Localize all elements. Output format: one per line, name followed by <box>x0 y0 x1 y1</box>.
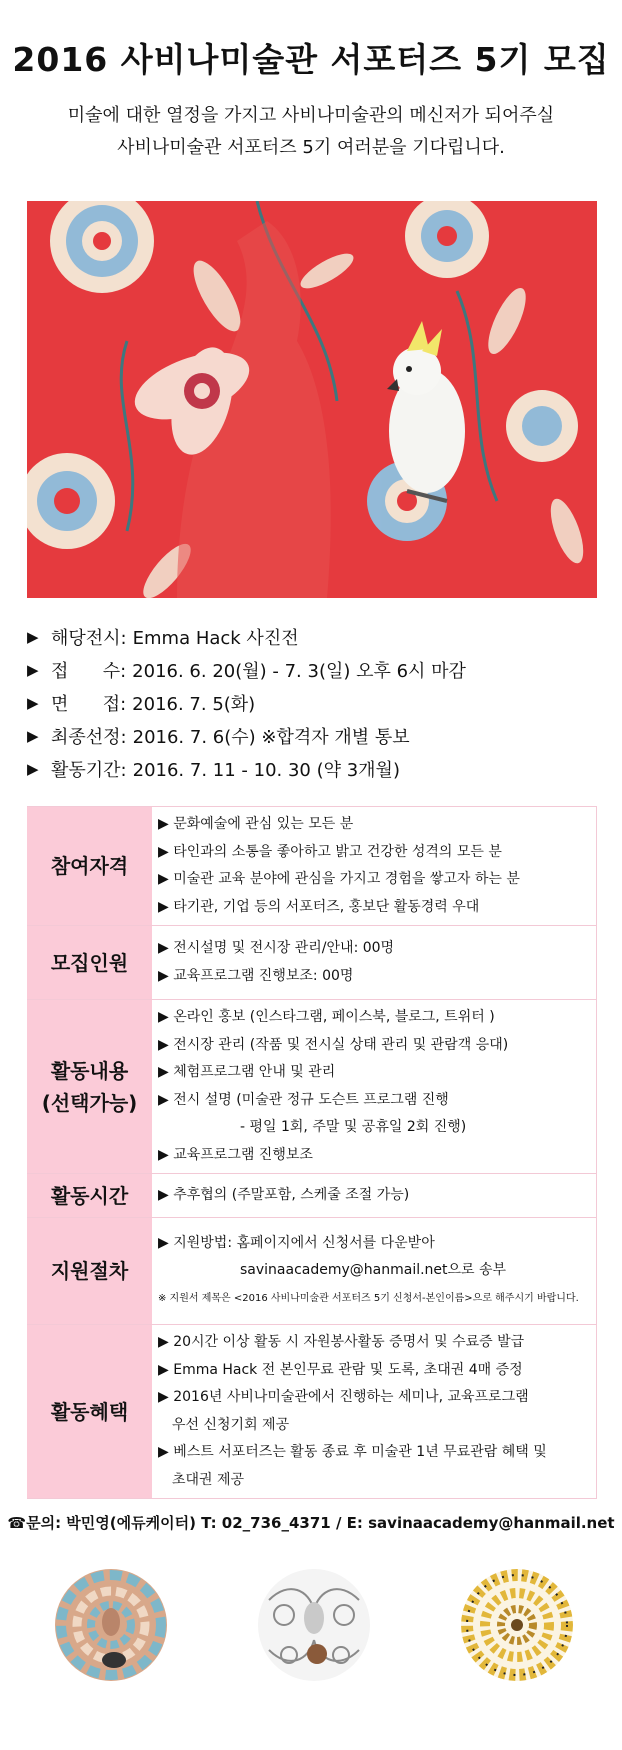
info-exhibition <box>27 620 597 653</box>
triangle-bullet-icon: ▶ <box>27 627 39 646</box>
list-item: ▶ 체험프로그램 안내 및 관리 <box>158 1064 336 1080</box>
info-label: 해당전시: <box>51 627 127 649</box>
contact-info: ☎문의: 박민영(에듀케이터) T: 02_736_4371 / E: savinaacademy@hanmail.net <box>7 1514 615 1532</box>
info-final-selection <box>27 719 597 752</box>
list-item: - 평일 1회, 주말 및 공휴일 2회 진행) <box>240 1119 467 1135</box>
artwork-thumbnail-icon <box>249 1560 379 1690</box>
artwork-thumbnail-icon <box>46 1560 176 1690</box>
category-description <box>152 807 597 926</box>
info-value: Emma Hack 사진전 <box>132 627 299 649</box>
category-description <box>152 926 597 1000</box>
category-recruit: 모집인원 <box>27 926 152 1000</box>
category-description <box>152 1325 597 1499</box>
artwork-thumbnail-icon <box>452 1560 582 1690</box>
category-description <box>152 1000 597 1174</box>
triangle-bullet-icon: ▶ <box>27 759 39 778</box>
list-item: ▶ 교육프로그램 진행보조: 00명 <box>158 967 354 984</box>
info-interview <box>27 686 597 719</box>
info-value: 2016. 7. 11 - 10. 30 (약 3개월) <box>132 759 400 781</box>
info-value: 2016. 6. 20(월) - 7. 3(일) 오후 6시 마감 <box>132 660 466 682</box>
note-text: ※ 지원서 제목은 <2016 사비나미술관 서포터즈 5기 신청서-본인이름>으로 해주시기 바랍니다. <box>158 1292 579 1304</box>
info-list <box>27 620 597 785</box>
table-row <box>27 1218 597 1325</box>
info-label: 활동기간: <box>51 759 127 781</box>
list-item: ▶ 20시간 이상 활동 시 자원봉사활동 증명서 및 수료증 발급 <box>158 1334 525 1350</box>
list-item: ▶ Emma Hack 전 본인무료 관람 및 도록, 초대권 4매 증정 <box>158 1361 523 1378</box>
list-item: ▶ 2016년 사비나미술관에서 진행하는 세미나, 교육프로그램 <box>158 1389 529 1405</box>
table-row <box>27 1325 597 1499</box>
table-row <box>27 1174 597 1218</box>
info-value: 2016. 7. 6(수) ※합격자 개별 통보 <box>132 726 410 748</box>
category-activity-sublabel: (선택가능) <box>41 1090 138 1115</box>
list-item: ▶ 미술관 교육 분야에 관심을 가지고 경험을 쌓고자 하는 분 <box>158 871 520 887</box>
info-value: 2016. 7. 5(화) <box>132 693 256 715</box>
triangle-bullet-icon: ▶ <box>27 660 39 679</box>
list-item: ▶ 베스트 서포터즈는 활동 종료 후 미술관 1년 무료관람 혜택 및 <box>158 1444 547 1460</box>
list-item: ▶ 전시장 관리 (작품 및 전시실 상태 관리 및 관람객 응대) <box>158 1036 509 1053</box>
category-description <box>152 1218 597 1325</box>
info-application-period <box>27 653 597 686</box>
triangle-bullet-icon: ▶ <box>27 693 39 712</box>
intro-line-2: 사비나미술관 서포터즈 5기 여러분을 기다립니다. <box>117 137 505 158</box>
details-table <box>27 806 597 1499</box>
table-row <box>27 1000 597 1174</box>
category-activity <box>27 1000 152 1174</box>
category-time: 활동시간 <box>27 1174 152 1218</box>
info-label: 최종선정: <box>51 726 127 748</box>
table-row <box>27 926 597 1000</box>
list-item: ▶ 지원방법: 홈페이지에서 신청서를 다운받아 <box>158 1234 435 1251</box>
intro-text <box>0 100 622 164</box>
page-title: 2016 사비나미술관 서포터즈 5기 모집 <box>12 40 610 79</box>
list-item: 우선 신청기회 제공 <box>172 1416 290 1433</box>
triangle-bullet-icon: ▶ <box>27 726 39 745</box>
list-item: 초대권 제공 <box>172 1471 245 1488</box>
list-item: ▶ 전시설명 및 전시장 관리/안내: 00명 <box>158 940 395 956</box>
info-label: 면 접: <box>51 693 127 715</box>
email-text: savinaacademy@hanmail.net으로 송부 <box>240 1262 507 1279</box>
list-item: ▶ 추후협의 (주말포함, 스케줄 조절 가능) <box>158 1186 410 1203</box>
intro-line-1: 미술에 대한 열정을 가지고 사비나미술관의 메신저가 되어주실 <box>67 105 555 126</box>
hero-artwork-image <box>27 201 597 598</box>
info-activity-period <box>27 752 597 785</box>
category-description <box>152 1174 597 1218</box>
category-benefit: 활동혜택 <box>27 1325 152 1499</box>
category-participation: 참여자격 <box>27 807 152 926</box>
list-item: ▶ 타기관, 기업 등의 서포터즈, 홍보단 활동경력 우대 <box>158 898 480 915</box>
info-label: 접 수: <box>51 660 127 682</box>
list-item: ▶ 문화예술에 관심 있는 모든 분 <box>158 816 354 832</box>
category-apply: 지원절차 <box>27 1218 152 1325</box>
table-row <box>27 807 597 926</box>
list-item: ▶ 타인과의 소통을 좋아하고 밝고 건강한 성격의 모든 분 <box>158 843 502 860</box>
category-activity-label: 활동내용 <box>50 1058 129 1083</box>
list-item: ▶ 교육프로그램 진행보조 <box>158 1146 313 1163</box>
list-item: ▶ 전시 설명 (미술관 정규 도슨트 프로그램 진행 <box>158 1091 449 1108</box>
list-item: ▶ 온라인 홍보 (인스타그램, 페이스북, 블로그, 트위터 ) <box>158 1009 495 1025</box>
